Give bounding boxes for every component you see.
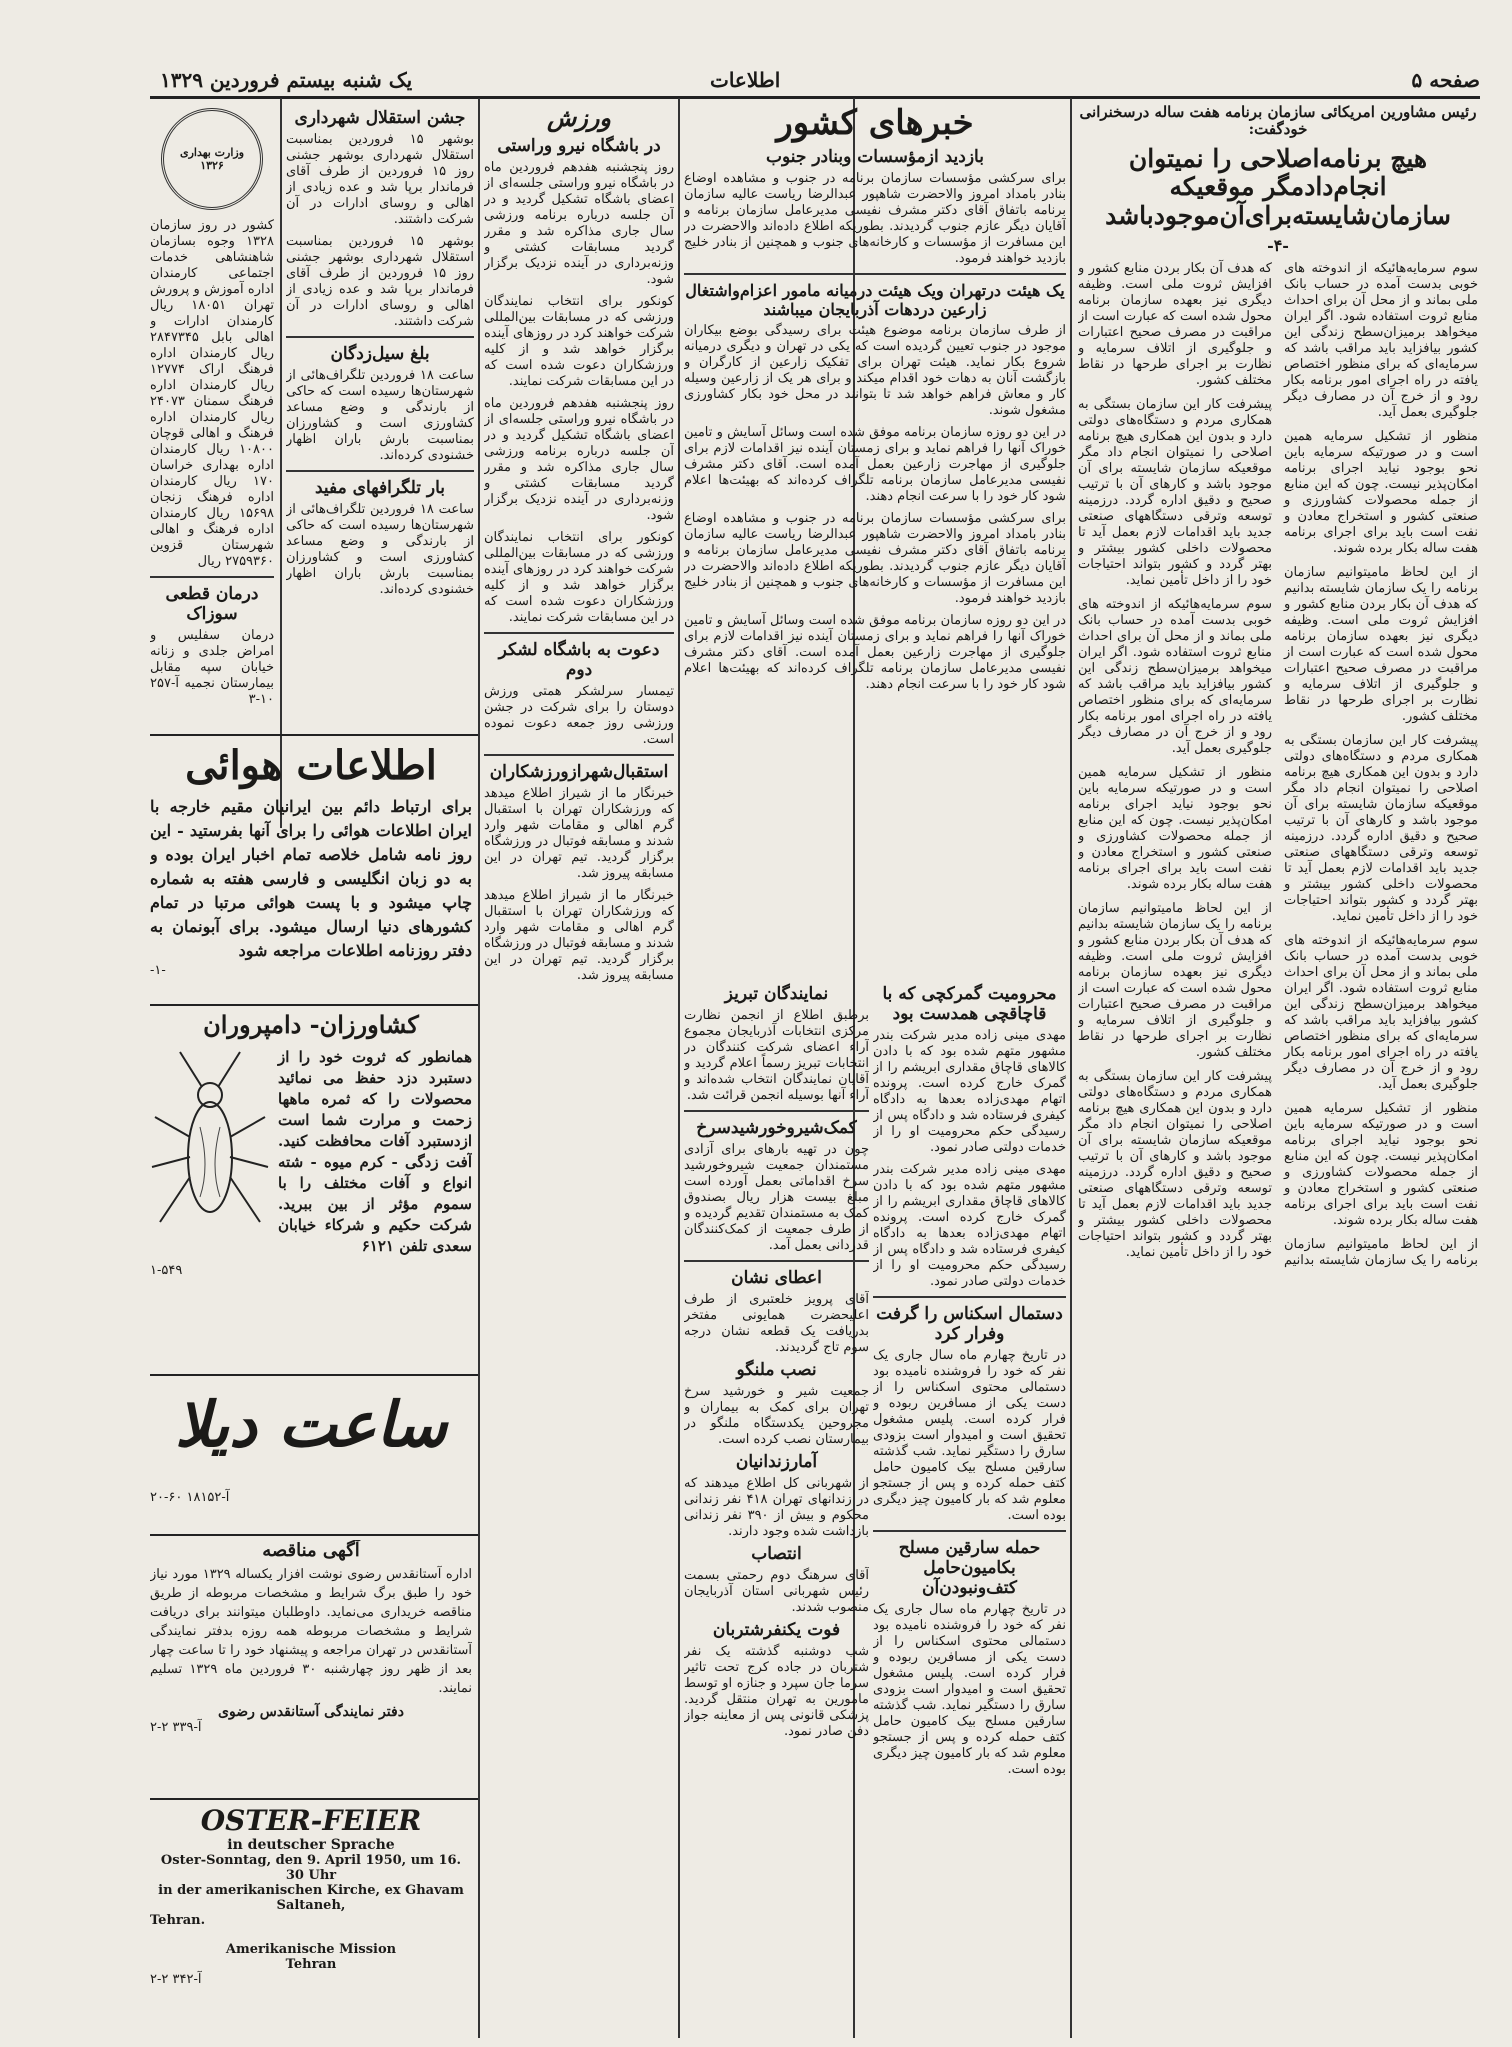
ad-air-mail	[150, 742, 472, 1000]
emblem-seal	[161, 108, 263, 210]
news-body: جمعیت شیر و خورشید سرخ تهران برای کمک به بیماران و مجروحین یکدستگاه ملنگو در بیمارستان نصب کرده است.	[684, 1384, 869, 1447]
news-subheading: یک هیئت درتهران ویک هیئت درمیانه مامور اعزام‌واشتغال زارعین دردهات آذربایجان میباشند	[685, 281, 1065, 320]
ad-oster-title: OSTER-FEIER	[200, 1804, 422, 1837]
ad-code: ۱-۵۴۹	[150, 1263, 183, 1278]
news-body: کونکور برای انتخاب نمایندگان ورزشی که در مسابقات بین‌المللی شرکت خواهند کرد در روزهای آینده برگزار خواهد شد و از کلیه ورزشکاران دعوت شده است که در این مسابقات شرکت نمایند.	[484, 529, 674, 625]
news-subheading: بار تلگرافهای مفید	[314, 478, 445, 498]
article-paragraph: پیشرفت کار این سازمان بستگی به همکاری مردم و دستگاه‌های دولتی دارد و بدون این همکاری هیچ برنامه اصلاحی را نمیتوان انجام داد مگر موقعیکه سازمان شایسته برای آن موجود باشد و کارهای آن با ترتیب صحیح و دقیق اداره گردد. درزمینه توسعه وترقی دستگاههای صنعتی جدید باید اقدامات لازم بعمل آید تا محصولات داخلی کشور بیشتر و بهتر گردد و کشور بتواند احتیاجات خود را از داخل تأمین نماید.	[1078, 397, 1272, 589]
news-body: روز پنجشنبه هفدهم فروردین ماه در باشگاه نیرو وراستی جلسه‌ای از اعضای باشگاه تشکیل گردید و در آن جلسه درباره برنامه ورزشی سال جاری مذاکره شد و مقرر گردید مسابقات کشتی و وزنه‌برداری در آینده نزدیک برگزار شود.	[484, 159, 674, 287]
ad-watch	[150, 1380, 472, 1530]
article-paragraph: منظور از تشکیل سرمایه همین است و در صورتیکه سرمایه باین نحو بوجود نیاید اجرای برنامه امکان‌پذیر نیست. چون که این منابع از جمله محصولات کشاورزی و صنعتی کشور و استخراج معادن و نفت است باید برای اجرای برنامه هفت ساله بکار برده شوند.	[1284, 429, 1478, 557]
sports-heading: ورزش	[546, 104, 612, 132]
article-paragraph: منظور از تشکیل سرمایه همین است و در صورتیکه سرمایه باین نحو بوجود نیاید اجرای برنامه امکان‌پذیر نیست. چون که این منابع از جمله محصولات کشاورزی و صنعتی کشور و استخراج معادن و نفت است باید برای اجرای برنامه هفت ساله بکار برده شوند.	[1284, 1101, 1478, 1229]
divider	[684, 1260, 869, 1262]
ad-code: آ-۱۸۱۵۲ ۶۰-۲۰	[150, 1490, 230, 1505]
news-body: روز پنجشنبه هفدهم فروردین ماه در باشگاه نیرو وراستی جلسه‌ای از اعضای باشگاه تشکیل گردید و در آن جلسه درباره برنامه ورزشی سال جاری مذاکره شد و مقرر گردید مسابقات کشتی و وزنه‌برداری در آینده نزدیک برگزار شود.	[484, 395, 674, 523]
paper-name: اطلاعات	[710, 68, 781, 92]
ad-tender-sign: دفتر نمایندگی آستانقدس رضوی	[218, 1704, 404, 1720]
section-rule	[150, 1374, 478, 1376]
divider	[286, 470, 474, 472]
news-subheading: جشن استقلال شهرداری	[294, 108, 466, 128]
section-rule	[150, 1534, 478, 1536]
news-subheading: اعطای نشان	[731, 1268, 822, 1288]
divider	[873, 1530, 1066, 1532]
divider	[873, 1296, 1066, 1298]
divider	[484, 754, 674, 756]
divider	[684, 1110, 869, 1112]
news-body: در این دو روزه سازمان برنامه موفق شده است وسائل آسایش و تامین خوراک آنها را فراهم نماید و برای زمستان آینده نیز اقدامات لازم برای جلوگیری از مهاجرت زارعین بعمل آمده است. آقای دکتر مشرف نفیسی مدیرعامل سازمان برنامه تلگراف کرده‌اند که بهیئت‌ها اعلام شود کار خود را با سرعت انجام دهند.	[684, 613, 1066, 693]
news-body: آقای سرهنگ دوم رحمتی بسمت رئیس شهربانی استان آذربایجان منصوب شدند.	[684, 1568, 869, 1615]
news-body: کونکور برای انتخاب نمایندگان ورزشی که در مسابقات بین‌المللی شرکت خواهند کرد در روزهای آینده برگزار خواهد شد و از کلیه ورزشکاران دعوت شده است که در این مسابقات شرکت نمایند.	[484, 293, 674, 389]
seal-text: وزارت بهداری	[179, 146, 245, 159]
article-paragraph: سوم سرمایه‌هائیکه از اندوخته های خوبی بدست آمده در حساب بانک ملی بماند و از محل آن برای احداث منابع ثروت استفاده شود. اگر ایران میخواهد برمیزان‌سطح زندگی این کشور بیافزاید باید مراقب باشد که سرمایه‌ای که برای منظور اختصاص یافته در راه اجرای امور برنامه بکار رود و از خرج آن در مصارف دیگر جلوگیری بعمل آید.	[1078, 597, 1272, 757]
ad-tender	[150, 1540, 472, 1794]
col2-lower-right	[873, 980, 1066, 2035]
issue-date: یک شنبه بیستم فروردین ۱۳۲۹	[160, 68, 413, 92]
donation-list: کشور در روز سازمان ۱۳۲۸ وجوه بسازمان شاهنشاهی خدمات اجتماعی کارمندان اداره آموزش و پرورش تهران ۱۸۰۵۱ ریال کارمندان ادارات و اهالی بابل ۲۸۴۷۳۴۵ ریال کارمندان اداره فرهنگ اراک ۱۲۷۷۴ ریال کارمندان اداره فرهنگ سمنان ۲۴۰۷۳ ریال کارمندان اداره فرهنگ و اهالی قوچان ۱۰۸۰۰ ریال کارمندان اداره بهداری خراسان ۱۷۰ ریال کارمندان اداره فرهنگ زنجان ۱۵۶۹۸ ریال کارمندان اداره فرهنگ و اهالی شهرستان قزوین ۲۷۵۹۳۶۰ ریال	[150, 218, 274, 569]
article-paragraph: منظور از تشکیل سرمایه همین است و در صورتیکه سرمایه باین نحو بوجود نیاید اجرای برنامه امکان‌پذیر نیست. چون که این منابع از جمله محصولات کشاورزی و صنعتی کشور و استخراج معادن و نفت است باید برای اجرای برنامه هفت ساله بکار برده شوند.	[1078, 765, 1272, 893]
news-subheading: آمارزندانیان	[735, 1452, 818, 1472]
page-label: صفحه ۵	[1411, 68, 1480, 92]
ad-body: درمان سفلیس و امراض جلدی و زنانه خیابان سپه مقابل بیمارستان نجمیه آ-۲۵۷ ۱۰-۳	[150, 628, 274, 707]
news-body: بوشهر ۱۵ فروردین بمناسبت استقلال شهرداری بوشهر جشنی روز ۱۵ فروردین از طرف آقای فرماندار برپا شد و عده زیادی از اهالی و روسای ادارات در آن شرکت داشتند.	[286, 234, 474, 329]
news-subheading: نصب ملنگو	[736, 1360, 817, 1380]
ad-code: آ-۳۳۹ ۲-۲	[150, 1720, 202, 1735]
news-body: بوشهر ۱۵ فروردین بمناسبت استقلال شهرداری بوشهر جشنی روز ۱۵ فروردین از طرف آقای فرماندار برپا شد و عده زیادی از اهالی و روسای ادارات در آن شرکت داشتند.	[286, 132, 474, 227]
news-body: برای سرکشی مؤسسات سازمان برنامه در جنوب و مشاهده اوضاع بنادر بامداد امروز والاحضرت شاهپور عبدالرضا ریاست عالیه سازمان برنامه باتفاق آقای دکتر مشرف نفیسی مدیرعامل سازمان برنامه و آقایان دیگر عازم جنوب گردیدند. بطوریکه اطلاع داده‌اند والاحضرت در این مسافرت از مؤسسات و کارخانه‌های جنوب و همچنین از بنادر خلیج بازدید خواهند فرمود.	[684, 171, 1066, 267]
ad-oster-feier	[150, 1804, 472, 2039]
article-paragraph: سوم سرمایه‌هائیکه از اندوخته های خوبی بدست آمده در حساب بانک ملی بماند و از محل آن برای احداث منابع ثروت استفاده شود. اگر ایران میخواهد برمیزان‌سطح زندگی این کشور بیافزاید باید مراقب باشد که سرمایه‌ای که برای منظور اختصاص یافته در راه اجرای امور برنامه بکار رود و از خرج آن در مصارف دیگر جلوگیری بعمل آید.	[1284, 261, 1478, 421]
news-subheading: حمله سارقین مسلح بکامیون‌حامل کتف‌ونبودن‌آن	[898, 1538, 1041, 1598]
news-subheading: فوت یکنفرشتربان	[712, 1620, 841, 1640]
column-misc	[286, 104, 474, 724]
news-subheading: استقبال‌شهرازورزشکاران	[489, 761, 669, 782]
news-body: چون در تهیه بارهای برای آزادی مستمندان جمعیت شیروخورشید سرخ اقداماتی بعمل آورده است مبلغ بیست هزار ریال بصندوق کمک به مستمندان تقدیم گردیده و از طرف جمعیت از کمک‌کنندگان قدردانی بعمل آمد.	[684, 1142, 869, 1253]
article-paragraph: از این لحاظ مامیتوانیم سازمان برنامه را یک سازمان شایسته بدانیم که هدف آن بکار بردن منابع کشور و افزایش ثروت ملی است. وظیفه دیگری نیز بعهده سازمان برنامه محول شده است که عبارت است از مراقبت در مصرف صحیح اعتبارات و جلوگیری از اتلاف سرمایه و نظارت بر اجرای طرحها در نقاط مختلف کشور.	[1284, 565, 1478, 725]
news-body: شب دوشنبه گذشته یک نفر شتربان در جاده کرج تحت تاثیر سرما جان سپرد و جنازه او توسط مامورین به تهران منتقل گردید. پزشکی قانونی پس از معاینه جواز دفن صادر نمود.	[684, 1644, 869, 1739]
article-sports	[484, 104, 674, 2039]
news-body: آقای پرویز خلعتبری از طرف اعلیحضرت همایونی مفتخر بدریافت یک قطعه نشان درجه سوم تاج گردیدند.	[684, 1292, 869, 1355]
ad-air-text: برای ارتباط دائم بین ایرانیان مقیم خارجه با ایران اطلاعات هوائی را برای آنها بفرستید - این روز نامه شامل خلاصه تمام اخبار ایران بوده و به دو زبان انگلیسی و فارسی هفته به شماره چاپ میشود و با پست هوائی مرتبا در تمام کشورهای دنیا ارسال میشود. برای آبونمان به دفتر روزنامه اطلاعات مراجعه شود	[150, 797, 472, 960]
ad-oster-sign: Amerikanische Mission	[225, 1942, 397, 1957]
article-headline: هیچ برنامه‌اصلاحی را نمیتوان انجام‌دادمگر موقعیکه سازمان‌شایسته‌برای‌آن‌موجودباشد	[1105, 143, 1451, 230]
insect-illustration	[150, 1047, 270, 1247]
news-body: در این دو روزه سازمان برنامه موفق شده است وسائل آسایش و تامین خوراک آنها را فراهم نماید و برای زمستان آینده نیز اقدامات لازم برای جلوگیری از مهاجرت زارعین بعمل آمده است. آقای دکتر مشرف نفیسی مدیرعامل سازمان برنامه تلگراف کرده‌اند که بهیئت‌ها اعلام شود کار خود را با سرعت انجام دهند.	[684, 425, 1066, 505]
divider	[684, 273, 1066, 275]
article-paragraph: پیشرفت کار این سازمان بستگی به همکاری مردم و دستگاه‌های دولتی دارد و بدون این همکاری هیچ برنامه اصلاحی را نمیتوان انجام داد مگر موقعیکه سازمان شایسته برای آن موجود باشد و کارهای آن با ترتیب صحیح و دقیق اداره گردد. درزمینه توسعه وترقی دستگاههای صنعتی جدید باید اقدامات لازم بعمل آید تا محصولات داخلی کشور بیشتر و بهتر گردد و کشور بتواند احتیاجات خود را از داخل تأمین نماید.	[1284, 733, 1478, 925]
news-subheading: دعوت به باشگاه لشکر دوم	[498, 639, 660, 680]
news-body: از طرف سازمان برنامه موضوع هیئت برای رسیدگی بوضع بیکاران موجود در جنوب تعیین گردیده است که یکی در تهران و دیگری درمیانه شروع بکار نماید. هیئت تهران برای تفکیک زارعین از کارگران و بازگشت آنان به دهات خود اقدام میکند و برای هر یک از زارعین وسیله کار و معاش فراهم خواهد شد تا بتوانند در محل خود بکار کشاورزی مشغول شوند.	[684, 323, 1066, 419]
section-rule	[150, 1004, 478, 1006]
ad-farm-title: کشاورزان- دامپروران	[203, 1010, 419, 1039]
article-paragraph: پیشرفت کار این سازمان بستگی به همکاری مردم و دستگاه‌های دولتی دارد و بدون این همکاری هیچ برنامه اصلاحی را نمیتوان انجام داد مگر موقعیکه سازمان شایسته برای آن موجود باشد و کارهای آن با ترتیب صحیح و دقیق اداره گردد. درزمینه توسعه وترقی دستگاههای صنعتی جدید باید اقدامات لازم بعمل آید تا محصولات داخلی کشور بیشتر و بهتر گردد و کشور بتواند احتیاجات خود را از داخل تأمین نماید.	[1078, 1069, 1272, 1261]
news-subheading: بازدید ازمؤسسات وبنادر جنوب	[766, 147, 984, 168]
news-body: خبرنگار ما از شیراز اطلاع میدهد که ورزشکاران تهران با استقبال گرم اهالی و مقامات شهر وارد شدند و مسابقه فوتبال در ورزشگاه برگزار گردید. تیم تهران در این مسابقه پیروز شد.	[484, 785, 674, 881]
section-headline: خبرهای کشور	[776, 104, 974, 143]
ad-tender-title: آگهی مناقصه	[262, 1540, 360, 1561]
news-body: خبرنگار ما از شیراز اطلاع میدهد که ورزشکاران تهران با استقبال گرم اهالی و مقامات شهر وارد شدند و مسابقه فوتبال در ورزشگاه برگزار گردید. تیم تهران در این مسابقه پیروز شد.	[484, 887, 674, 983]
news-subheading: محرومیت گمرکچی که با قاچاقچی همدست بود	[882, 984, 1057, 1024]
article-paragraph: از این لحاظ مامیتوانیم سازمان برنامه را یک سازمان شایسته بدانیم که هدف آن بکار بردن منابع کشور و افزایش ثروت ملی است. وظیفه دیگری نیز بعهده سازمان برنامه محول شده است که عبارت است از مراقبت در مصرف صحیح اعتبارات و جلوگیری از اتلاف سرمایه و نظارت بر اجرای طرحها در نقاط مختلف کشور.	[1078, 901, 1272, 1061]
ad-oster-line: Tehran.	[150, 1913, 206, 1928]
ad-pesticide	[150, 1010, 472, 1370]
ad-code: آ-۳۴۲ ۲-۲	[150, 1972, 202, 1987]
news-body: ساعت ۱۸ فروردین تلگراف‌هائی از شهرستان‌ها رسیده است که حاکی از بارندگی و وضع مساعد کشاورزی است و کشاورزان بمناسبت بارش باران اظهار خشنودی کرده‌اند.	[286, 368, 474, 463]
column-donations	[150, 104, 274, 724]
news-subheading: بلغ سیل‌زدگان	[330, 344, 430, 364]
ad-oster-line: Oster-Sonntag, den 9. April 1950, um 16. 30 Uhr	[160, 1853, 462, 1883]
section-rule	[150, 1798, 478, 1800]
news-body: در تاریخ چهارم ماه سال جاری یک نفر که خود را فروشنده نامیده بود دستمالی محتوی اسکناس را از دست یکی از مسافرین ربوده و فرار کرده است. پلیس مشغول تحقیق است و امیدوار است بزودی سارق را دستگیر نماید. شب گذشته سارقین مسلح بیک کامیون حامل کتف حمله کرده و پس از جستجو معلوم شد که بار کامیون چیز دیگری بوده است.	[873, 1602, 1066, 1777]
news-subheading: نمایندگان تبریز	[724, 984, 829, 1004]
news-body: ساعت ۱۸ فروردین تلگراف‌هائی از شهرستان‌ها رسیده است که حاکی از بارندگی و وضع مساعد کشاورزی است و کشاورزان بمناسبت بارش باران اظهار خشنودی کرده‌اند.	[286, 502, 474, 597]
section-rule	[150, 734, 478, 736]
divider	[150, 576, 274, 578]
news-body: تیمسار سرلشکر همتی ورزش دوستان را برای شرکت در جشن ورزشی روز جمعه دعوت نموده است.	[484, 683, 674, 747]
column-divider	[1070, 98, 1072, 2038]
ad-oster-line: in deutscher Sprache	[227, 1837, 395, 1853]
col2-lower-left	[684, 980, 869, 2035]
ad-code: -۱-	[150, 963, 166, 978]
news-body: برطبق اطلاع از انجمن نظارت مرکزی انتخابات آذربایجان مجموع آراء اعضای شرکت کنندگان در انتخابات تبریز رسماً اعلام گردید و آقایان نمایندگان انتخاب شده‌اند و آراء آنها بوسیله انجمن قرائت شد.	[684, 1008, 869, 1103]
news-body: مهدی مینی زاده مدیر شرکت بندر مشهور متهم شده بود که با دادن کالاهای قاچاق مقداری ابریشم را از گمرک خارج کرده است. پرونده اتهام مهدی‌زاده بعدها به دادگاه کیفری فرستاده شد و دادگاه پس از رسیدگی حکم محرومیت او را از خدمات دولتی صادر نمود.	[873, 1162, 1066, 1289]
news-body: مهدی مینی زاده مدیر شرکت بندر مشهور متهم شده بود که با دادن کالاهای قاچاق مقداری ابریشم را از گمرک خارج کرده است. پرونده اتهام مهدی‌زاده بعدها به دادگاه کیفری فرستاده شد و دادگاه پس از رسیدگی حکم محرومیت او را از خدمات دولتی صادر نمود.	[873, 1028, 1066, 1155]
article-paragraph: سوم سرمایه‌هائیکه از اندوخته های خوبی بدست آمده در حساب بانک ملی بماند و از محل آن برای احداث منابع ثروت استفاده شود. اگر ایران میخواهد برمیزان‌سطح زندگی این کشور بیافزاید باید مراقب باشد که سرمایه‌ای که برای منظور اختصاص یافته در راه اجرای امور برنامه بکار رود و از خرج آن در مصارف دیگر جلوگیری بعمل آید.	[1284, 933, 1478, 1093]
ad-heading: درمان قطعی سوزاک	[165, 584, 259, 624]
article-kicker: رئیس مشاورین امریکائی سازمان برنامه هفت ساله درسخنرانی خودگفت:	[1079, 104, 1477, 139]
article-program-advisor	[1078, 104, 1478, 2039]
ad-watch-title: ساعت دیلا	[174, 1388, 448, 1461]
news-subheading: در باشگاه نیرو وراستی	[497, 135, 661, 156]
ad-oster-sign: Tehran	[285, 1957, 337, 1972]
article-part: -۴-	[1267, 235, 1289, 255]
divider	[484, 632, 674, 634]
news-subheading: دستمال اسکناس را گرفت وفرار کرد	[876, 1304, 1063, 1344]
news-subheading: کمک‌شیروخورشیدسرخ	[696, 1118, 857, 1138]
news-body: از شهربانی کل اطلاع میدهند که در زندانهای تهران ۴۱۸ نفر زندانی محکوم و بیش از ۳۹۰ نفر زندانی بازداشت شده وجود دارند.	[684, 1476, 869, 1539]
ad-oster-line: in der amerikanischen Kirche, ex Ghavam Saltaneh,	[158, 1883, 464, 1913]
ad-farm-text: همانطور که ثروت خود را از دستبرد دزد حفظ می نمائید محصولات را که ثمره ماهها زحمت و مرارت شما است ازدستبرد آفات محافظت کنید. آفت زدگی - کرم میوه - شته انواع و آفات مختلف را با سموم مؤثر از بین ببرید. شرکت حکیم و شرکاء خیابان سعدی تلفن ۶۱۲۱	[278, 1048, 472, 1255]
news-subheading: انتصاب	[751, 1544, 802, 1564]
news-body: برای سرکشی مؤسسات سازمان برنامه در جنوب و مشاهده اوضاع بنادر بامداد امروز والاحضرت شاهپور عبدالرضا ریاست عالیه سازمان برنامه باتفاق آقای دکتر مشرف نفیسی مدیرعامل سازمان برنامه و آقایان دیگر عازم جنوب گردیدند. بطوریکه اطلاع داده‌اند والاحضرت در این مسافرت از مؤسسات و کارخانه‌های جنوب و همچنین از بنادر خلیج بازدید خواهند فرمود.	[684, 511, 1066, 607]
news-body: در تاریخ چهارم ماه سال جاری یک نفر که خود را فروشنده نامیده بود دستمالی محتوی اسکناس را از دست یکی از مسافرین ربوده و فرار کرده است. پلیس مشغول تحقیق است و امیدوار است بزودی سارق را دستگیر نماید. شب گذشته سارقین مسلح بیک کامیون حامل کتف حمله کرده و پس از جستجو معلوم شد که بار کامیون چیز دیگری بوده است.	[873, 1348, 1066, 1523]
ad-air-title: اطلاعات هوائی	[185, 742, 437, 789]
divider	[286, 336, 474, 338]
column-divider	[478, 98, 480, 2038]
article-body	[1078, 261, 1478, 1961]
article-paragraph: از این لحاظ مامیتوانیم سازمان برنامه را یک سازمان شایسته بدانیم که هدف آن بکار بردن منابع کشور و افزایش ثروت ملی است. وظیفه دیگری نیز بعهده سازمان برنامه محول شده است که عبارت است از مراقبت در مصرف صحیح اعتبارات و جلوگیری از اتلاف سرمایه و نظارت بر اجرای طرحها در نقاط مختلف کشور.	[1078, 261, 1478, 1269]
seal-year: ۱۳۲۶	[200, 159, 224, 172]
column-divider	[678, 98, 680, 2038]
column-divider	[280, 98, 282, 828]
ad-tender-text: اداره آستانقدس رضوی نوشت افزار یکساله ۱۳۲۹ مورد نیاز خود را طبق برگ شرایط و مشخصات مربوطه از طریق مناقصه خریداری می‌نماید. داوطلبان میتوانند برای دریافت شرایط و مشخصات مربوطه همه روزه بدفتر نمایندگی آستانقدس در تهران مراجعه و پیشنهاد خود را تا ساعت چهار بعد از ظهر روز چهارشنبه ۳۰ فروردین ماه ۱۳۲۹ تسلیم نمایند.	[150, 1567, 472, 1696]
header-rule	[150, 96, 1480, 99]
